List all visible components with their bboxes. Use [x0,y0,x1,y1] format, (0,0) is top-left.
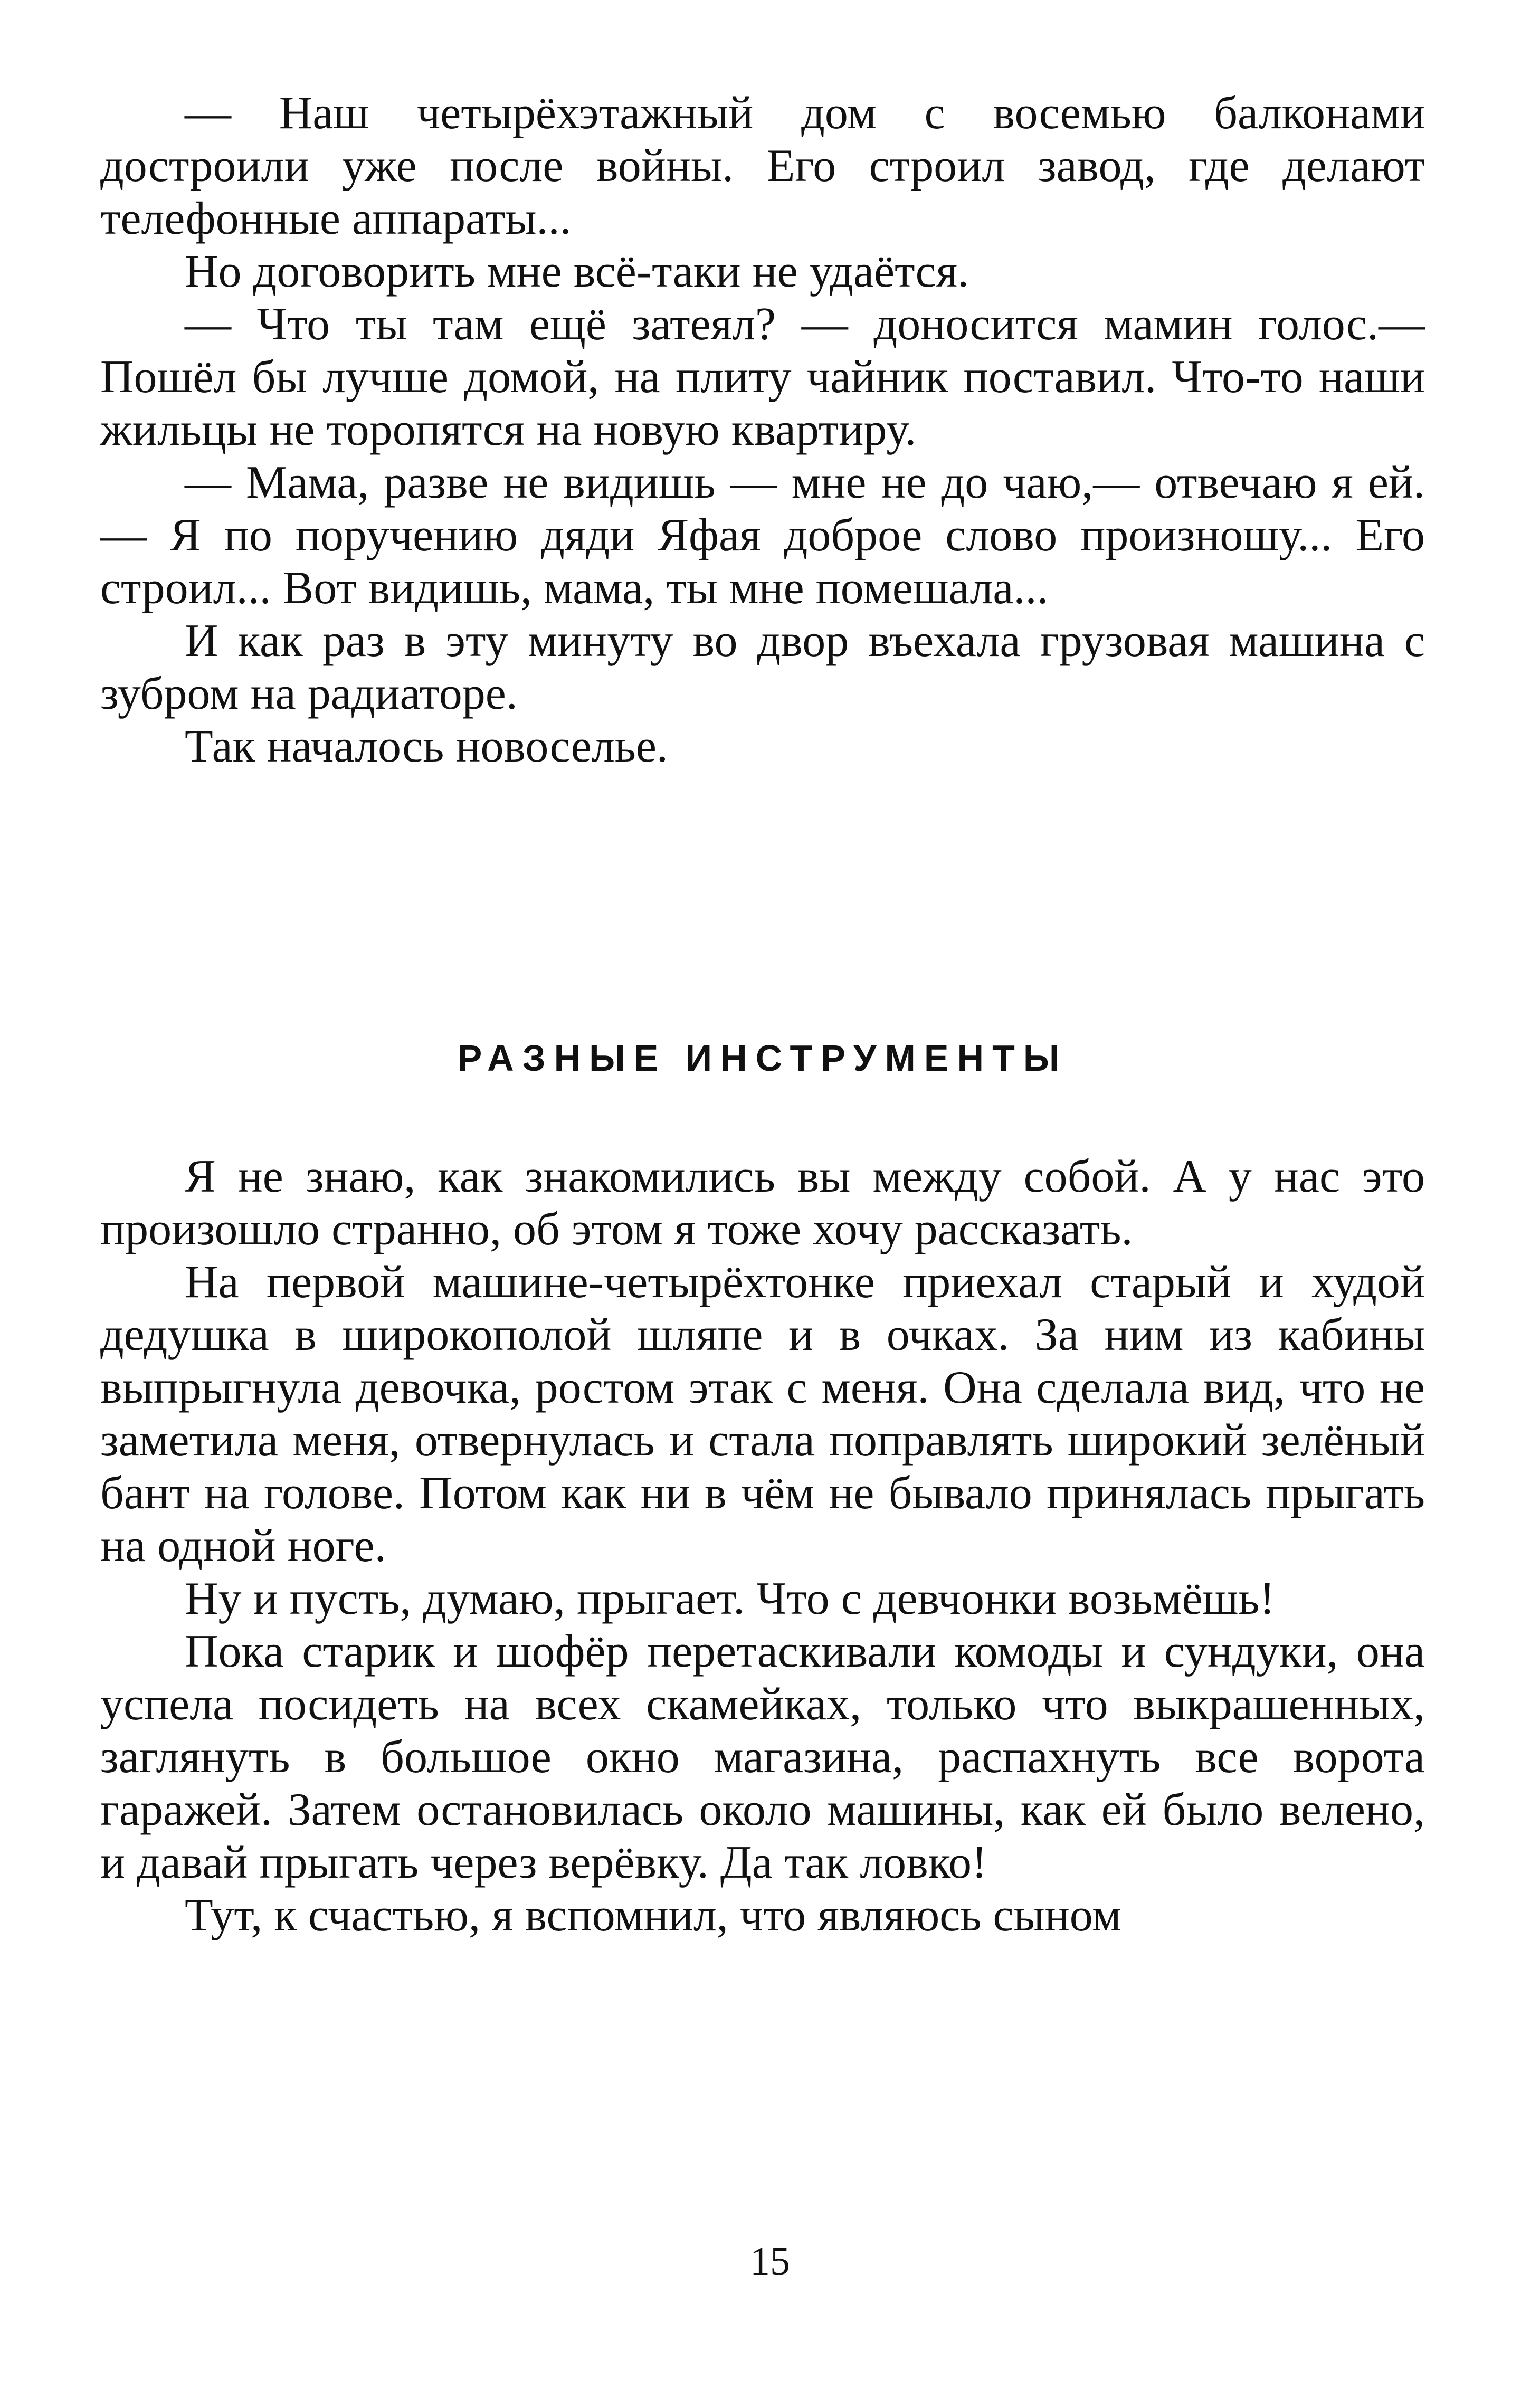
paragraph: Но договорить мне всё-таки не удаётся. [185,246,969,297]
paragraph: Я не знаю, как знакомились вы между собой. А у нас это произошло странно, об этом я тоже хочу рассказать. [100,1151,1425,1255]
paragraph: — Наш четырёхэтажный дом с восемью балконами достроили уже после войны. Его строил завод, где делают телефонные аппараты... [100,88,1425,244]
section-2-text [100,1150,1425,1942]
paragraph: Пока старик и шофёр перетаскивали комоды и сундуки, она успела посидеть на всех скамейках, только что выкрашенных, заглянуть в большое окно магазина, распахнуть все ворота гаражей. Затем остановилась около машины, как ей было велено, и давай прыгать через верёвку. Да так ловко! [100,1626,1425,1888]
chapter-heading: РАЗНЫЕ ИНСТРУМЕНТЫ [457,1038,1068,1079]
paragraph: — Что ты там ещё затеял? — доносится мамин голос.— Пошёл бы лучше домой, на плиту чайник поставил. Что-то наши жильцы не торопятся на новую квартиру. [100,299,1425,455]
paragraph: Ну и пусть, думаю, прыгает. Что с девчонки возьмёшь! [185,1573,1275,1624]
paragraph: Тут, к счастью, я вспомнил, что являюсь сыном [185,1890,1121,1941]
paragraph: И как раз в эту минуту во двор въехала грузовая машина с зубром на радиаторе. [100,615,1425,719]
page-number: 15 [750,2239,790,2284]
paragraph: — Мама, разве не видишь — мне не до чаю,— отвечаю я ей.— Я по поручению дяди Яфая доброе слово произношу... Его строил... Вот видишь, мама, ты мне помешала... [100,457,1425,614]
paragraph: На первой машине-четырёхтонке приехал старый и худой дедушка в широкополой шляпе и в очках. За ним из кабины выпрыгнула девочка, ростом этак с меня. Она сделала вид, что не заметила меня, отвернулась и стала поправлять широкий зелёный бант на голове. Потом как ни в чём не бывало принялась прыгать на одной ноге. [100,1257,1425,1572]
paragraph: Так началось новоселье. [185,721,668,772]
section-1-text [100,87,1425,773]
